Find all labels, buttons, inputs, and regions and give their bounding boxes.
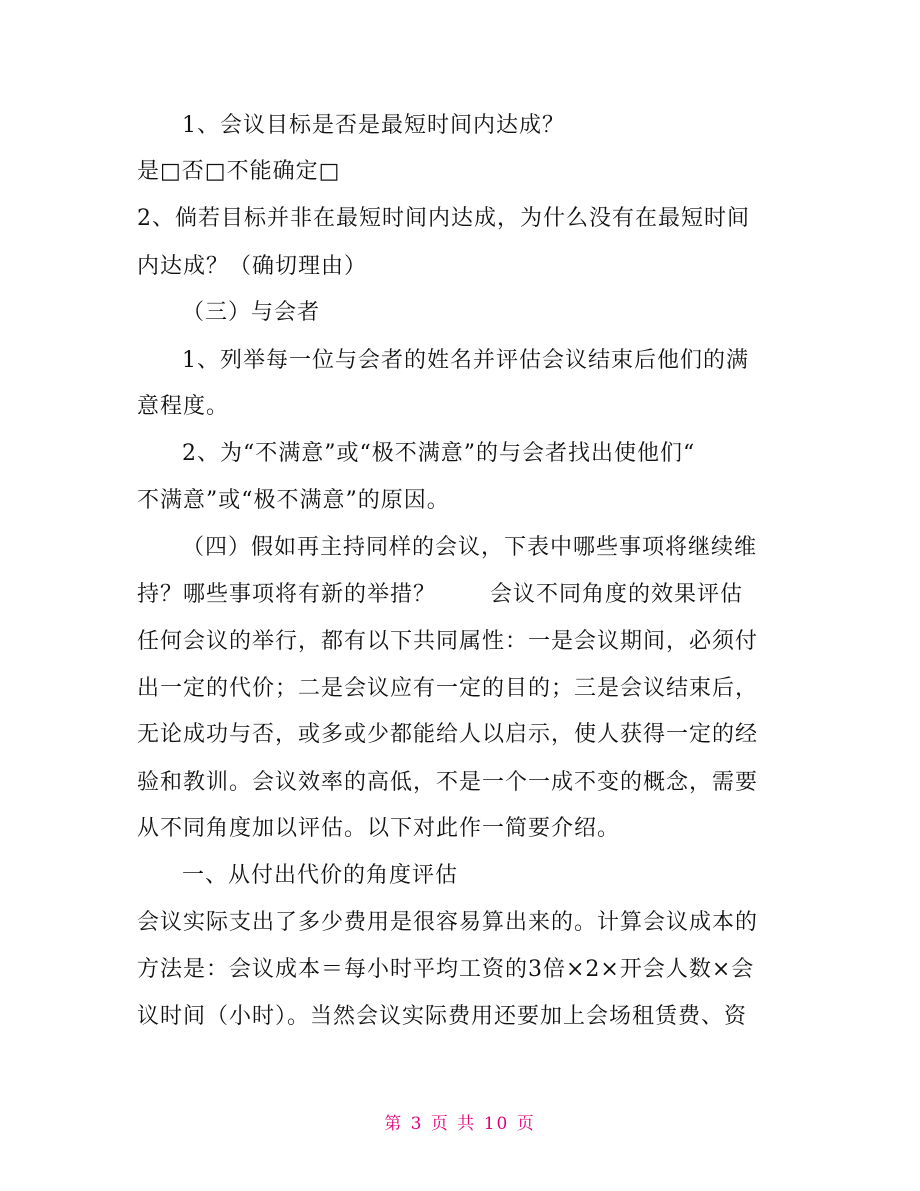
text-line-19: 方法是：会议成本＝每小时平均工资的3倍×2×开会人数×会 — [137, 957, 755, 982]
text-line-18: 会议实际支出了多少费用是很容易算出来的。计算会议成本的 — [137, 910, 759, 935]
text-line-14: 无论成功与否，或多或少都能给人以启示，使人获得一定的经 — [137, 722, 759, 747]
text-line-13: 出一定的代价；二是会议应有一定的目的；三是会议结束后， — [137, 676, 759, 701]
text-line-20: 议时间（小时）。当然会议实际费用还要加上会场租赁费、资 — [137, 1004, 748, 1029]
text-line-9: 不满意”或“极不满意”的原因。 — [137, 488, 450, 513]
text-line-3: 2、倘若目标并非在最短时间内达成，为什么没有在最短时间 — [137, 206, 750, 231]
text-line-8: 2、为“不满意”或“极不满意”的与会者找出使他们“ — [182, 441, 696, 466]
text-line-11: 持？哪些事项将有新的举措？ 会议不同角度的效果评估 — [137, 582, 743, 607]
text-line-15: 验和教训。会议效率的高低，不是一个一成不变的概念，需要 — [137, 770, 759, 795]
text-line-4: 内达成？（确切理由） — [137, 254, 368, 279]
section-heading-cost: 一、从付出代价的角度评估 — [182, 863, 459, 888]
text-line-7: 意程度。 — [137, 394, 230, 419]
section-heading-participants: （三）与会者 — [182, 300, 321, 325]
text-line-16: 从不同角度加以评估。以下对此作一简要介绍。 — [137, 816, 621, 841]
text-line-12: 任何会议的举行，都有以下共同属性：一是会议期间，必须付 — [137, 629, 759, 654]
page-number-footer: 第 3 页 共 10 页 — [384, 1114, 536, 1134]
text-line-10: （四）假如再主持同样的会议，下表中哪些事项将继续维 — [182, 535, 758, 560]
text-line-6: 1、列举每一位与会者的姓名并评估会议结束后他们的满 — [182, 348, 749, 373]
text-line-2: 是□否□不能确定□ — [137, 159, 341, 184]
text-line-1: 1、会议目标是否是最短时间内达成？ — [182, 113, 565, 138]
